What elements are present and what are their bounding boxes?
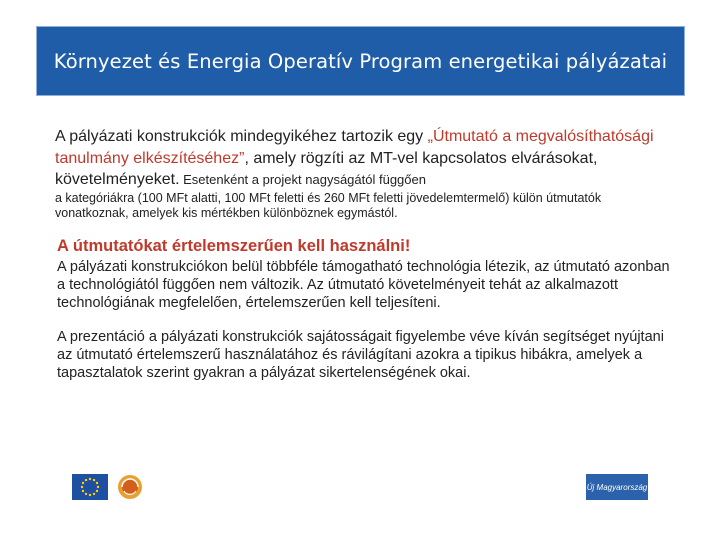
uj-magyarorszag-logo-text: Új Magyarország xyxy=(586,482,648,492)
section-heading: A útmutatókat értelemszerűen kell használni! xyxy=(57,236,411,255)
sun-logo-icon xyxy=(116,473,144,501)
intro-text-1: A pályázati konstrukciók mindegyikéhez tartozik egy xyxy=(55,128,428,145)
slide-content xyxy=(55,126,675,382)
intro-text-2: , amely rögzíti az MT-vel kapcsolatos elvárásokat, követelményeket. xyxy=(55,149,598,188)
eu-flag-icon xyxy=(72,474,108,500)
footer-logos xyxy=(72,472,144,502)
title-bar xyxy=(36,26,685,96)
body-paragraph-2: A prezentáció a pályázati konstrukciók sajátosságait figyelembe véve kíván segítséget nyújtani az útmutató értelemszerű használatához és rávilágítani azokra a tipikus hibákra, amelyek a tapasztalatok szerint gyakran a pályázat sikertelenségének okai. xyxy=(57,328,664,381)
guide-title: „Útmutató a megvalósíthatósági tanulmány elkészítéséhez” xyxy=(55,128,654,167)
slide-title: Környezet és Energia Operatív Program energetikai pályázatai xyxy=(53,49,668,73)
body-paragraph-1: A pályázati konstrukciókon belül többféle támogatható technológia létezik, az útmutató azonban a technológiától függően nem változik. Az útmutató követelményeit tehát az alkalmazott technológiának megfelelően, értelemszerűen kell teljesíteni. xyxy=(57,258,670,311)
intro-text-3: Esetenként a projekt nagyságától függően xyxy=(179,172,426,187)
uj-magyarorszag-logo xyxy=(586,474,648,500)
intro-paragraph xyxy=(55,126,675,191)
intro-continuation: a kategóriákra (100 MFt alatti, 100 MFt feletti és 260 MFt feletti jövedelemtermelő) külön útmutatók vonatkoznak, amelyek kis mértékben különböznek egymástól. xyxy=(55,190,602,220)
